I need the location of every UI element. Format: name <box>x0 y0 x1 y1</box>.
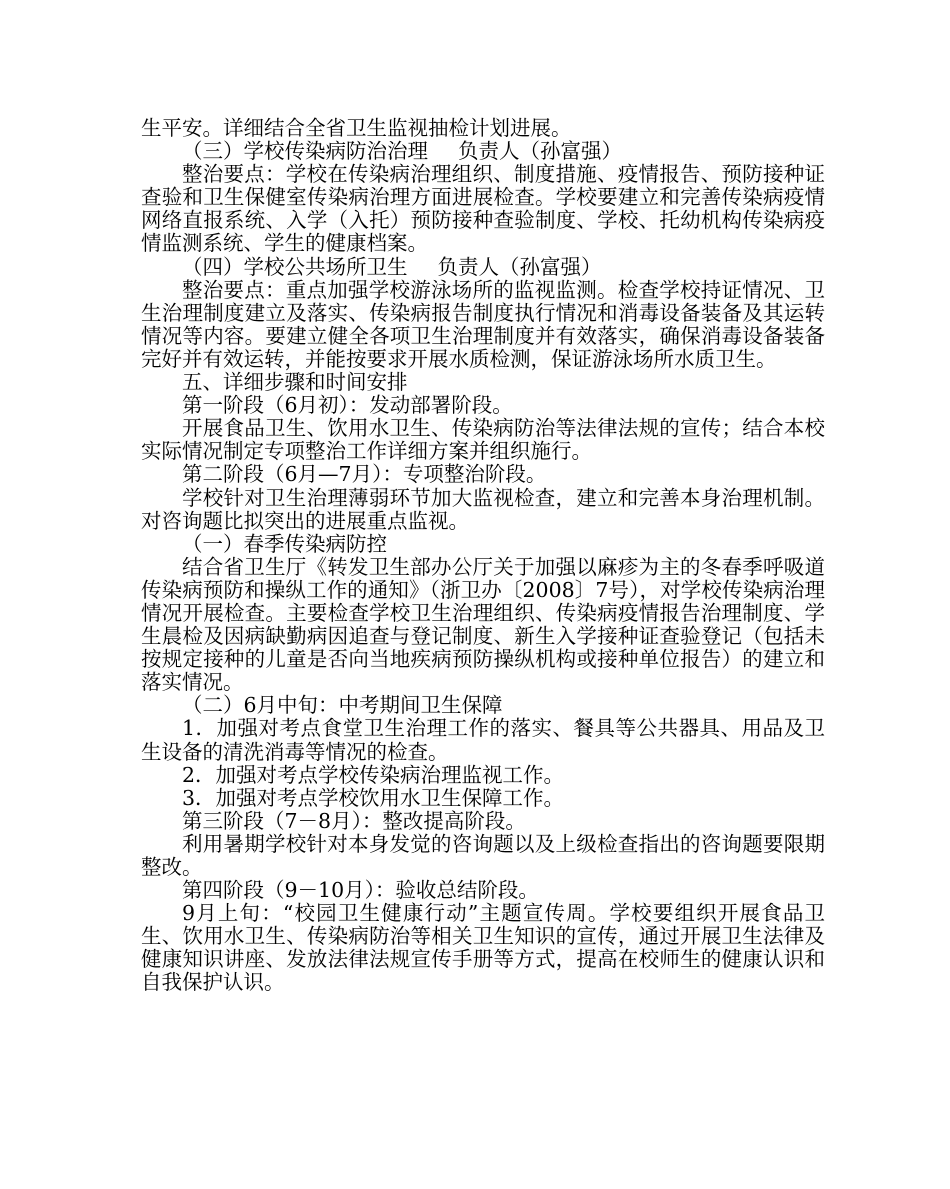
document-body <box>141 117 825 995</box>
paragraph: 结合省卫生厅《转发卫生部办公厅关于加强以麻疹为主的冬春季呼吸道传染病预防和操纵工作的通知》（浙卫办〔2008〕7号），对学校传染病治理情况开展检查。主要检查学校卫生治理组织、传染病疫情报告治理制度、学生晨检及因病缺勤病因追查与登记制度、新生入学接种证查验登记（包括未按规定接种的儿童是否向当地疾病预防操纵机构或接种单位报告）的建立和落实情况。 <box>141 554 825 695</box>
section-title: （三）学校传染病防治治理 <box>182 139 428 164</box>
paragraph: 开展食品卫生、饮用水卫生、传染病防治等法律法规的宣传；结合本校实际情况制定专项整治工作详细方案并组织施行。 <box>141 416 825 464</box>
paragraph: 整治要点：学校在传染病治理组织、制度措施、疫情报告、预防接种证查验和卫生保健室传染病治理方面进展检查。学校要建立和完善传染病疫情网络直报系统、入学（入托）预防接种查验制度、学校、托幼机构传染病疫情监测系统、学生的健康档案。 <box>141 162 825 256</box>
section-heading: （二）6月中旬：中考期间卫生保障 <box>182 693 503 718</box>
list-item: 2．加强对考点学校传染病治理监视工作。 <box>182 762 565 787</box>
list-item: 1．加强对考点食堂卫生治理工作的落实、餐具等公共器具、用品及卫生设备的清洗消毒等情况的检查。 <box>141 716 825 764</box>
paragraph: 整治要点：重点加强学校游泳场所的监视监测。检查学校持证情况、卫生治理制度建立及落实、传染病报告制度执行情况和消毒设备装备及其运转情况等内容。要建立健全各项卫生治理制度并有效落实，确保消毒设备装备完好并有效运转，并能按要求开展水质检测，保证游泳场所水质卫生。 <box>141 277 825 371</box>
section-heading <box>141 140 825 163</box>
section-heading <box>141 256 825 279</box>
stage-heading: 第一阶段（6月初）：发动部署阶段。 <box>182 393 513 418</box>
paragraph: 利用暑期学校针对本身发觉的咨询题以及上级检查指出的咨询题要限期整改。 <box>141 831 825 879</box>
paragraph: 9月上旬：“校园卫生健康行动”主题宣传周。学校要组织开展食品卫生、饮用水卫生、传染病防治等相关卫生知识的宣传，通过开展卫生法律及健康知识讲座、发放法律法规宣传手册等方式，提高在校师生的健康认识和自我保护认识。 <box>141 901 825 995</box>
paragraph: 生平安。详细结合全省卫生监视抽检计划进展。 <box>141 116 572 140</box>
paragraph: 学校针对卫生治理薄弱环节加大监视检查，建立和完善本身治理机制。对咨询题比拟突出的进展重点监视。 <box>141 485 825 533</box>
stage-heading: 第三阶段（7－8月）：整改提高阶段。 <box>182 808 526 833</box>
section-heading: 五、详细步骤和时间安排 <box>182 370 408 395</box>
section-heading: （一）春季传染病防控 <box>182 531 387 556</box>
stage-heading: 第二阶段（6月—7月）：专项整治阶段。 <box>182 462 547 487</box>
list-item: 3．加强对考点学校饮用水卫生保障工作。 <box>182 785 565 810</box>
responsible-person: 负责人（孙富强） <box>437 254 602 279</box>
section-title: （四）学校公共场所卫生 <box>182 254 408 279</box>
responsible-person: 负责人（孙富强） <box>458 139 622 164</box>
stage-heading: 第四阶段（9－10月）：验收总结阶段。 <box>182 878 539 903</box>
